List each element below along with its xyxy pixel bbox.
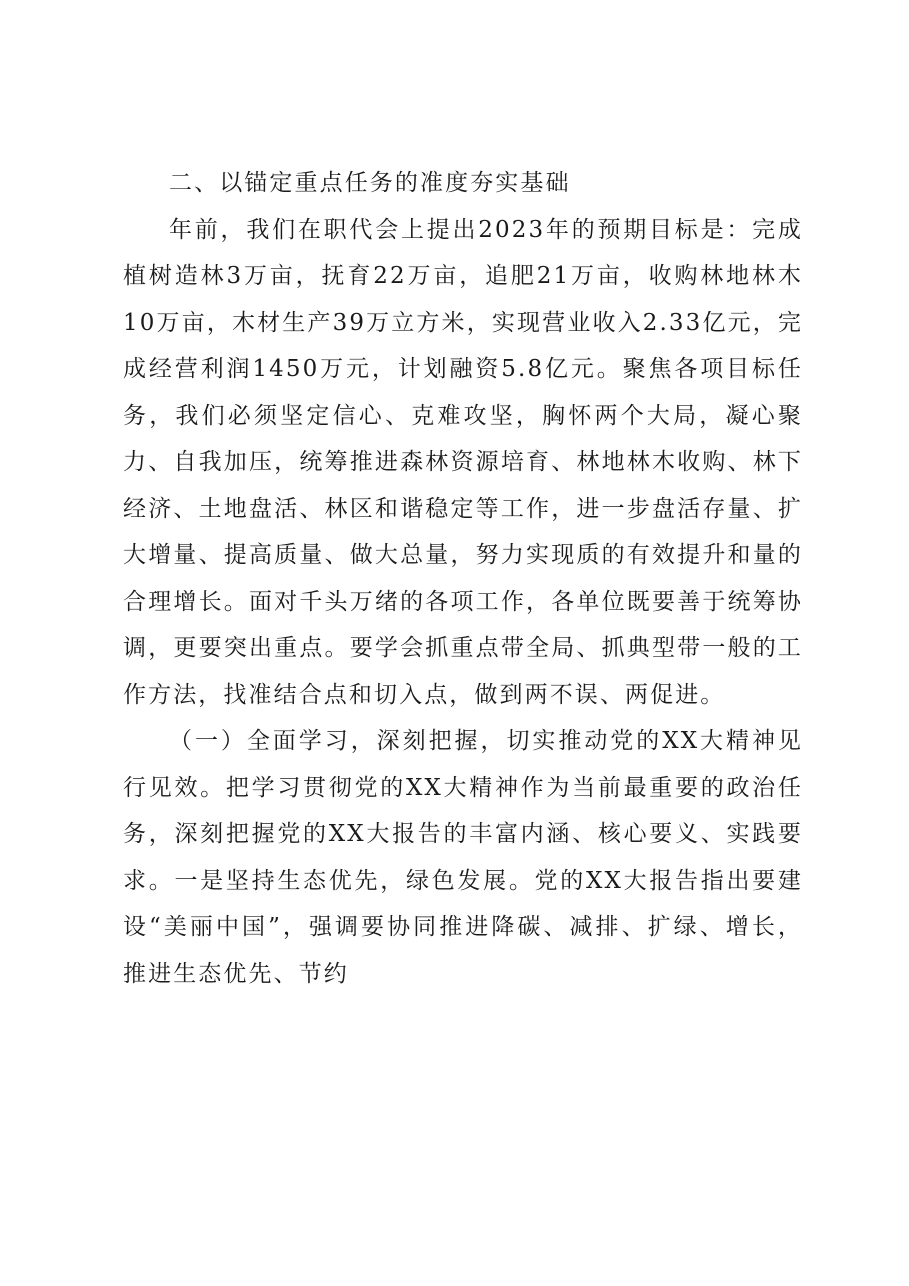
document-body: [123, 160, 803, 997]
section-heading: 二、以锚定重点任务的准度夯实基础: [169, 170, 571, 196]
paragraph-targets: 年前，我们在职代会上提出2023年的预期目标是：完成植树造林3万亩，抚育22万亩，追肥21万亩，收购林地林木10万亩，木材生产39万立方米，实现营业收入2.33亿元，完成经营利润1450万元，计划融资5.8亿元。聚焦各项目标任务，我们必须坚定信心、克难攻坚，胸怀两个大局，凝心聚力、自我加压，统筹推进森林资源培育、林地林木收购、林下经济、土地盘活、林区和谐稳定等工作，进一步盘活存量、扩大增量、提高质量、做大总量，努力实现质的有效提升和量的合理增长。面对千头万绪的各项工作，各单位既要善于统筹协调，更要突出重点。要学会抓重点带全局、抓典型带一般的工作方法，找准结合点和切入点，做到两不误、两促进。: [123, 216, 803, 708]
paragraph-study-spirit: （一）全面学习，深刻把握，切实推动党的XX大精神见行见效。把学习贯彻党的XX大精神作为当前最重要的政治任务，深刻把握党的XX大报告的丰富内涵、核心要义、实践要求。一是坚持生态优先，绿色发展。党的XX大报告指出要建设“美丽中国”，强调要协同推进降碳、减排、扩绿、增长，推进生态优先、节约: [123, 728, 803, 987]
